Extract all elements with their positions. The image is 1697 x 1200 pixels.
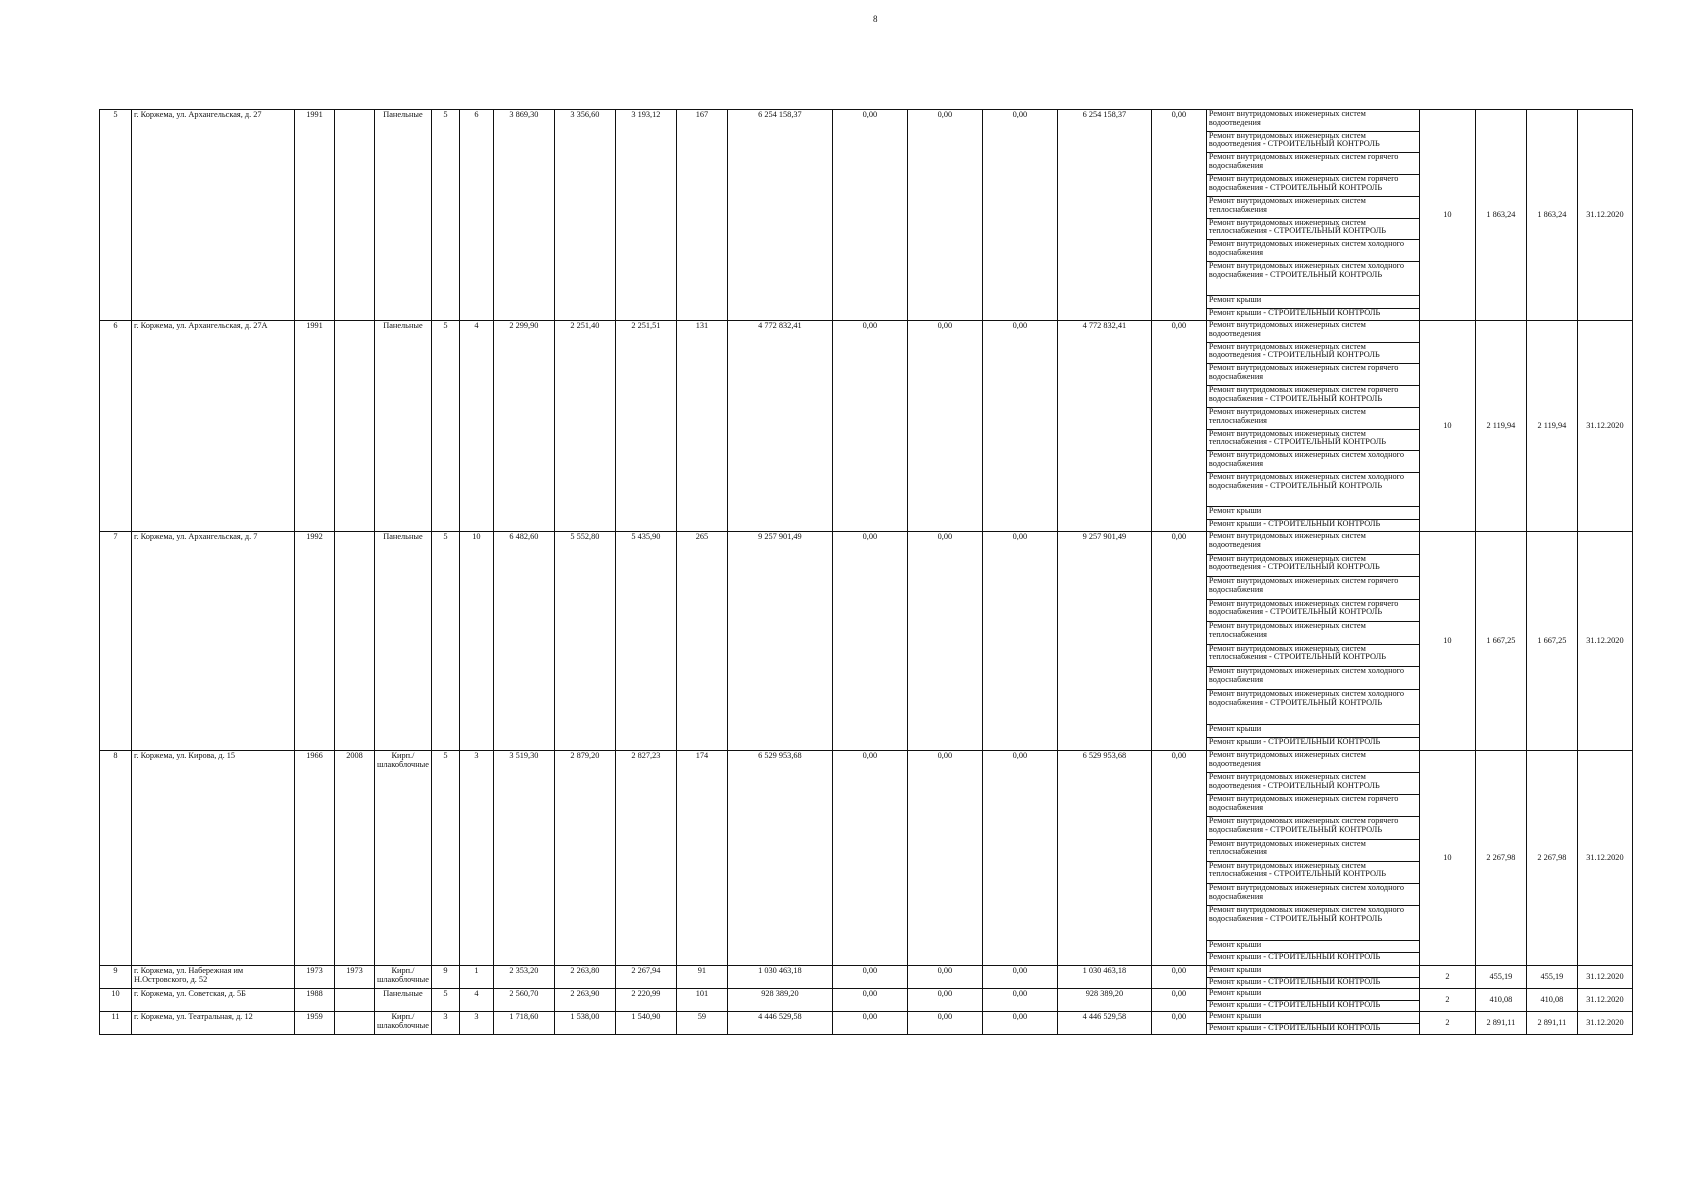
page-number: 8 [873, 14, 878, 24]
wall-material-cell: Кирп./ шлакоблочные [375, 1012, 432, 1035]
regional-fund-cell: 0,00 [907, 966, 982, 989]
deadline-cell: 31.12.2020 [1577, 989, 1632, 1012]
work-types-list [1207, 321, 1419, 531]
work-type-item: Ремонт внутридомовых инженерных систем горячего водоснабжения [1207, 577, 1419, 600]
table-row [100, 989, 1633, 1012]
total-cost-cell: 6 254 158,37 [727, 110, 832, 321]
owners-fund-cell: 9 257 901,49 [1057, 532, 1151, 751]
max-unit-cost-cell: 410,08 [1526, 989, 1577, 1012]
premises-area-cell: 2 251,40 [554, 321, 615, 532]
row-number: 8 [100, 751, 132, 966]
local-fund-cell: 0,00 [982, 110, 1057, 321]
work-types-cell [1206, 751, 1419, 966]
address-cell: г. Коржема, ул. Набережная им Н.Островского, д. 52 [132, 966, 295, 989]
repair-program-table [99, 109, 1633, 1035]
work-type-item: Ремонт крыши [1207, 966, 1419, 978]
max-unit-cost-cell: 1 863,24 [1526, 110, 1577, 321]
wall-material-cell: Панельные [375, 989, 432, 1012]
work-count-cell: 10 [1419, 321, 1475, 532]
unit-cost-cell: 2 267,98 [1475, 751, 1526, 966]
work-type-item: Ремонт внутридомовых инженерных систем теплоснабжения [1207, 197, 1419, 219]
year-reconstructed-cell [335, 321, 375, 532]
work-type-item: Ремонт внутридомовых инженерных систем горячего водоснабжения - СТРОИТЕЛЬНЫЙ КОНТРОЛЬ [1207, 175, 1419, 197]
deadline-cell: 31.12.2020 [1577, 751, 1632, 966]
floors-cell: 5 [431, 110, 459, 321]
total-area-cell: 3 519,30 [493, 751, 554, 966]
row-number: 7 [100, 532, 132, 751]
work-type-item: Ремонт крыши [1207, 507, 1419, 519]
work-type-item: Ремонт крыши [1207, 941, 1419, 954]
wall-material-cell: Кирп./ шлакоблочные [375, 751, 432, 966]
work-type-item: Ремонт внутридомовых инженерных систем горячего водоснабжения - СТРОИТЕЛЬНЫЙ КОНТРОЛЬ [1207, 817, 1419, 839]
entrances-cell: 3 [459, 1012, 493, 1035]
residents-cell: 131 [676, 321, 727, 532]
max-unit-cost-cell: 455,19 [1526, 966, 1577, 989]
residents-cell: 91 [676, 966, 727, 989]
total-area-cell: 2 299,90 [493, 321, 554, 532]
work-type-item: Ремонт крыши - СТРОИТЕЛЬНЫЙ КОНТРОЛЬ [1208, 953, 1381, 962]
work-type-item: Ремонт внутридомовых инженерных систем горячего водоснабжения [1207, 795, 1419, 817]
work-type-item: Ремонт крыши - СТРОИТЕЛЬНЫЙ КОНТРОЛЬ [1208, 738, 1381, 747]
work-type-item: Ремонт внутридомовых инженерных систем водоотведения [1207, 110, 1419, 132]
work-type-item: Ремонт крыши - СТРОИТЕЛЬНЫЙ КОНТРОЛЬ [1208, 519, 1381, 528]
floors-cell: 5 [431, 321, 459, 532]
row-number: 11 [100, 1012, 132, 1035]
residential-area-cell: 2 827,23 [615, 751, 676, 966]
other-fund-cell: 0,00 [1151, 321, 1206, 532]
year-reconstructed-cell: 2008 [335, 751, 375, 966]
work-type-item: Ремонт внутридомовых инженерных систем горячего водоснабжения [1207, 364, 1419, 386]
table-row [100, 966, 1633, 989]
total-cost-cell: 9 257 901,49 [727, 532, 832, 751]
deadline-cell: 31.12.2020 [1577, 1012, 1632, 1035]
floors-cell: 5 [431, 532, 459, 751]
year-built-cell: 1991 [295, 321, 335, 532]
table-row [100, 751, 1633, 966]
other-fund-cell: 0,00 [1151, 989, 1206, 1012]
floors-cell: 3 [431, 1012, 459, 1035]
work-type-item: Ремонт крыши [1207, 296, 1419, 308]
entrances-cell: 4 [459, 321, 493, 532]
federal-fund-cell: 0,00 [832, 1012, 907, 1035]
max-unit-cost-cell: 2 891,11 [1526, 1012, 1577, 1035]
unit-cost-cell: 1 667,25 [1475, 532, 1526, 751]
work-count-cell: 10 [1419, 532, 1475, 751]
owners-fund-cell: 928 389,20 [1057, 989, 1151, 1012]
total-area-cell: 2 560,70 [493, 989, 554, 1012]
work-type-item: Ремонт крыши - СТРОИТЕЛЬНЫЙ КОНТРОЛЬ [1208, 308, 1381, 317]
other-fund-cell: 0,00 [1151, 110, 1206, 321]
work-types-list [1207, 1012, 1419, 1034]
unit-cost-cell: 410,08 [1475, 989, 1526, 1012]
premises-area-cell: 1 538,00 [554, 1012, 615, 1035]
row-number: 10 [100, 989, 132, 1012]
work-type-item: Ремонт внутридомовых инженерных систем холодного водоснабжения [1207, 240, 1419, 262]
year-reconstructed-cell [335, 532, 375, 751]
work-type-item: Ремонт внутридомовых инженерных систем водоотведения - СТРОИТЕЛЬНЫЙ КОНТРОЛЬ [1207, 773, 1419, 795]
work-type-item: Ремонт внутридомовых инженерных систем холодного водоснабжения [1207, 667, 1419, 690]
work-type-item: Ремонт внутридомовых инженерных систем водоотведения [1207, 321, 1419, 343]
local-fund-cell: 0,00 [982, 966, 1057, 989]
total-cost-cell: 1 030 463,18 [727, 966, 832, 989]
other-fund-cell: 0,00 [1151, 532, 1206, 751]
work-type-item: Ремонт внутридомовых инженерных систем теплоснабжения [1207, 408, 1419, 430]
premises-area-cell: 2 263,90 [554, 989, 615, 1012]
total-cost-cell: 4 772 832,41 [727, 321, 832, 532]
residential-area-cell: 2 220,99 [615, 989, 676, 1012]
residents-cell: 101 [676, 989, 727, 1012]
year-built-cell: 1991 [295, 110, 335, 321]
year-reconstructed-cell [335, 110, 375, 321]
work-type-item: Ремонт внутридомовых инженерных систем водоотведения - СТРОИТЕЛЬНЫЙ КОНТРОЛЬ [1207, 555, 1419, 578]
work-type-item: Ремонт внутридомовых инженерных систем холодного водоснабжения - СТРОИТЕЛЬНЫЙ КОНТРОЛЬ [1207, 906, 1419, 941]
work-types-cell [1206, 110, 1419, 321]
address-cell: г. Коржема, ул. Архангельская, д. 27А [132, 321, 295, 532]
year-reconstructed-cell: 1973 [335, 966, 375, 989]
work-type-item: Ремонт внутридомовых инженерных систем водоотведения [1207, 532, 1419, 555]
work-type-item: Ремонт внутридомовых инженерных систем теплоснабжения - СТРОИТЕЛЬНЫЙ КОНТРОЛЬ [1207, 645, 1419, 668]
table-row [100, 532, 1633, 751]
residential-area-cell: 3 193,12 [615, 110, 676, 321]
work-count-cell: 2 [1419, 989, 1475, 1012]
total-area-cell: 3 869,30 [493, 110, 554, 321]
work-types-cell [1206, 1012, 1419, 1035]
entrances-cell: 4 [459, 989, 493, 1012]
work-type-item: Ремонт крыши [1207, 989, 1419, 1001]
owners-fund-cell: 6 254 158,37 [1057, 110, 1151, 321]
work-types-cell [1206, 321, 1419, 532]
year-built-cell: 1973 [295, 966, 335, 989]
work-type-item: Ремонт внутридомовых инженерных систем теплоснабжения [1207, 840, 1419, 862]
address-cell: г. Коржема, ул. Советская, д. 5Б [132, 989, 295, 1012]
regional-fund-cell: 0,00 [907, 321, 982, 532]
total-cost-cell: 4 446 529,58 [727, 1012, 832, 1035]
owners-fund-cell: 4 446 529,58 [1057, 1012, 1151, 1035]
deadline-cell: 31.12.2020 [1577, 532, 1632, 751]
deadline-cell: 31.12.2020 [1577, 110, 1632, 321]
residential-area-cell: 5 435,90 [615, 532, 676, 751]
work-type-item: Ремонт внутридомовых инженерных систем горячего водоснабжения - СТРОИТЕЛЬНЫЙ КОНТРОЛЬ [1207, 600, 1419, 623]
unit-cost-cell: 455,19 [1475, 966, 1526, 989]
residential-area-cell: 1 540,90 [615, 1012, 676, 1035]
work-type-item: Ремонт внутридомовых инженерных систем теплоснабжения - СТРОИТЕЛЬНЫЙ КОНТРОЛЬ [1207, 219, 1419, 241]
work-type-item: Ремонт крыши - СТРОИТЕЛЬНЫЙ КОНТРОЛЬ [1208, 1000, 1381, 1009]
table-row [100, 110, 1633, 321]
entrances-cell: 3 [459, 751, 493, 966]
federal-fund-cell: 0,00 [832, 321, 907, 532]
other-fund-cell: 0,00 [1151, 966, 1206, 989]
total-area-cell: 6 482,60 [493, 532, 554, 751]
work-count-cell: 10 [1419, 110, 1475, 321]
floors-cell: 5 [431, 751, 459, 966]
work-types-list [1207, 989, 1419, 1011]
work-types-cell [1206, 989, 1419, 1012]
work-type-item: Ремонт внутридомовых инженерных систем холодного водоснабжения - СТРОИТЕЛЬНЫЙ КОНТРОЛЬ [1207, 690, 1419, 725]
year-reconstructed-cell [335, 1012, 375, 1035]
year-built-cell: 1988 [295, 989, 335, 1012]
owners-fund-cell: 1 030 463,18 [1057, 966, 1151, 989]
residents-cell: 265 [676, 532, 727, 751]
total-area-cell: 2 353,20 [493, 966, 554, 989]
regional-fund-cell: 0,00 [907, 1012, 982, 1035]
premises-area-cell: 2 263,80 [554, 966, 615, 989]
premises-area-cell: 5 552,80 [554, 532, 615, 751]
floors-cell: 5 [431, 989, 459, 1012]
year-built-cell: 1959 [295, 1012, 335, 1035]
address-cell: г. Коржема, ул. Архангельская, д. 7 [132, 532, 295, 751]
work-types-list [1207, 966, 1419, 988]
year-built-cell: 1992 [295, 532, 335, 751]
address-cell: г. Коржема, ул. Архангельская, д. 27 [132, 110, 295, 321]
wall-material-cell: Кирп./ шлакоблочные [375, 966, 432, 989]
regional-fund-cell: 0,00 [907, 110, 982, 321]
address-cell: г. Коржема, ул. Кирова, д. 15 [132, 751, 295, 966]
work-type-item: Ремонт внутридомовых инженерных систем холодного водоснабжения - СТРОИТЕЛЬНЫЙ КОНТРОЛЬ [1207, 262, 1419, 296]
work-type-item: Ремонт внутридомовых инженерных систем водоотведения - СТРОИТЕЛЬНЫЙ КОНТРОЛЬ [1207, 343, 1419, 365]
address-cell: г. Коржема, ул. Театральная, д. 12 [132, 1012, 295, 1035]
entrances-cell: 10 [459, 532, 493, 751]
deadline-cell: 31.12.2020 [1577, 321, 1632, 532]
unit-cost-cell: 2 119,94 [1475, 321, 1526, 532]
max-unit-cost-cell: 2 267,98 [1526, 751, 1577, 966]
work-types-list [1207, 110, 1419, 320]
year-built-cell: 1966 [295, 751, 335, 966]
work-count-cell: 2 [1419, 966, 1475, 989]
total-cost-cell: 6 529 953,68 [727, 751, 832, 966]
max-unit-cost-cell: 2 119,94 [1526, 321, 1577, 532]
wall-material-cell: Панельные [375, 532, 432, 751]
residents-cell: 59 [676, 1012, 727, 1035]
residents-cell: 174 [676, 751, 727, 966]
work-type-item: Ремонт внутридомовых инженерных систем теплоснабжения [1207, 622, 1419, 645]
total-cost-cell: 928 389,20 [727, 989, 832, 1012]
entrances-cell: 1 [459, 966, 493, 989]
row-number: 5 [100, 110, 132, 321]
other-fund-cell: 0,00 [1151, 751, 1206, 966]
federal-fund-cell: 0,00 [832, 532, 907, 751]
work-type-item: Ремонт внутридомовых инженерных систем теплоснабжения - СТРОИТЕЛЬНЫЙ КОНТРОЛЬ [1207, 430, 1419, 452]
wall-material-cell: Панельные [375, 321, 432, 532]
federal-fund-cell: 0,00 [832, 110, 907, 321]
owners-fund-cell: 4 772 832,41 [1057, 321, 1151, 532]
total-area-cell: 1 718,60 [493, 1012, 554, 1035]
row-number: 9 [100, 966, 132, 989]
work-type-item: Ремонт внутридомовых инженерных систем горячего водоснабжения - СТРОИТЕЛЬНЫЙ КОНТРОЛЬ [1207, 386, 1419, 408]
premises-area-cell: 3 356,60 [554, 110, 615, 321]
work-type-item: Ремонт внутридомовых инженерных систем холодного водоснабжения [1207, 451, 1419, 473]
year-reconstructed-cell [335, 989, 375, 1012]
owners-fund-cell: 6 529 953,68 [1057, 751, 1151, 966]
regional-fund-cell: 0,00 [907, 989, 982, 1012]
work-type-item: Ремонт крыши - СТРОИТЕЛЬНЫЙ КОНТРОЛЬ [1208, 1023, 1381, 1032]
federal-fund-cell: 0,00 [832, 751, 907, 966]
local-fund-cell: 0,00 [982, 751, 1057, 966]
federal-fund-cell: 0,00 [832, 966, 907, 989]
work-type-item: Ремонт крыши [1207, 1012, 1419, 1024]
wall-material-cell: Панельные [375, 110, 432, 321]
floors-cell: 9 [431, 966, 459, 989]
work-types-list [1207, 532, 1419, 750]
work-types-list [1207, 751, 1419, 965]
repair-program-table-wrapper [99, 109, 1633, 1035]
regional-fund-cell: 0,00 [907, 532, 982, 751]
entrances-cell: 6 [459, 110, 493, 321]
premises-area-cell: 2 879,20 [554, 751, 615, 966]
row-number: 6 [100, 321, 132, 532]
deadline-cell: 31.12.2020 [1577, 966, 1632, 989]
work-type-item: Ремонт крыши [1207, 725, 1419, 738]
residential-area-cell: 2 267,94 [615, 966, 676, 989]
local-fund-cell: 0,00 [982, 1012, 1057, 1035]
residential-area-cell: 2 251,51 [615, 321, 676, 532]
unit-cost-cell: 1 863,24 [1475, 110, 1526, 321]
work-type-item: Ремонт внутридомовых инженерных систем водоотведения [1207, 751, 1419, 773]
table-row [100, 1012, 1633, 1035]
local-fund-cell: 0,00 [982, 321, 1057, 532]
work-count-cell: 2 [1419, 1012, 1475, 1035]
work-type-item: Ремонт внутридомовых инженерных систем холодного водоснабжения [1207, 884, 1419, 906]
work-types-cell [1206, 532, 1419, 751]
work-type-item: Ремонт внутридомовых инженерных систем водоотведения - СТРОИТЕЛЬНЫЙ КОНТРОЛЬ [1207, 132, 1419, 154]
max-unit-cost-cell: 1 667,25 [1526, 532, 1577, 751]
local-fund-cell: 0,00 [982, 989, 1057, 1012]
unit-cost-cell: 2 891,11 [1475, 1012, 1526, 1035]
work-type-item: Ремонт внутридомовых инженерных систем горячего водоснабжения [1207, 153, 1419, 175]
local-fund-cell: 0,00 [982, 532, 1057, 751]
regional-fund-cell: 0,00 [907, 751, 982, 966]
work-count-cell: 10 [1419, 751, 1475, 966]
table-row [100, 321, 1633, 532]
residents-cell: 167 [676, 110, 727, 321]
work-types-cell [1206, 966, 1419, 989]
other-fund-cell: 0,00 [1151, 1012, 1206, 1035]
work-type-item: Ремонт внутридомовых инженерных систем холодного водоснабжения - СТРОИТЕЛЬНЫЙ КОНТРОЛЬ [1207, 473, 1419, 507]
work-type-item: Ремонт внутридомовых инженерных систем теплоснабжения - СТРОИТЕЛЬНЫЙ КОНТРОЛЬ [1207, 862, 1419, 884]
work-type-item: Ремонт крыши - СТРОИТЕЛЬНЫЙ КОНТРОЛЬ [1208, 977, 1381, 986]
federal-fund-cell: 0,00 [832, 989, 907, 1012]
